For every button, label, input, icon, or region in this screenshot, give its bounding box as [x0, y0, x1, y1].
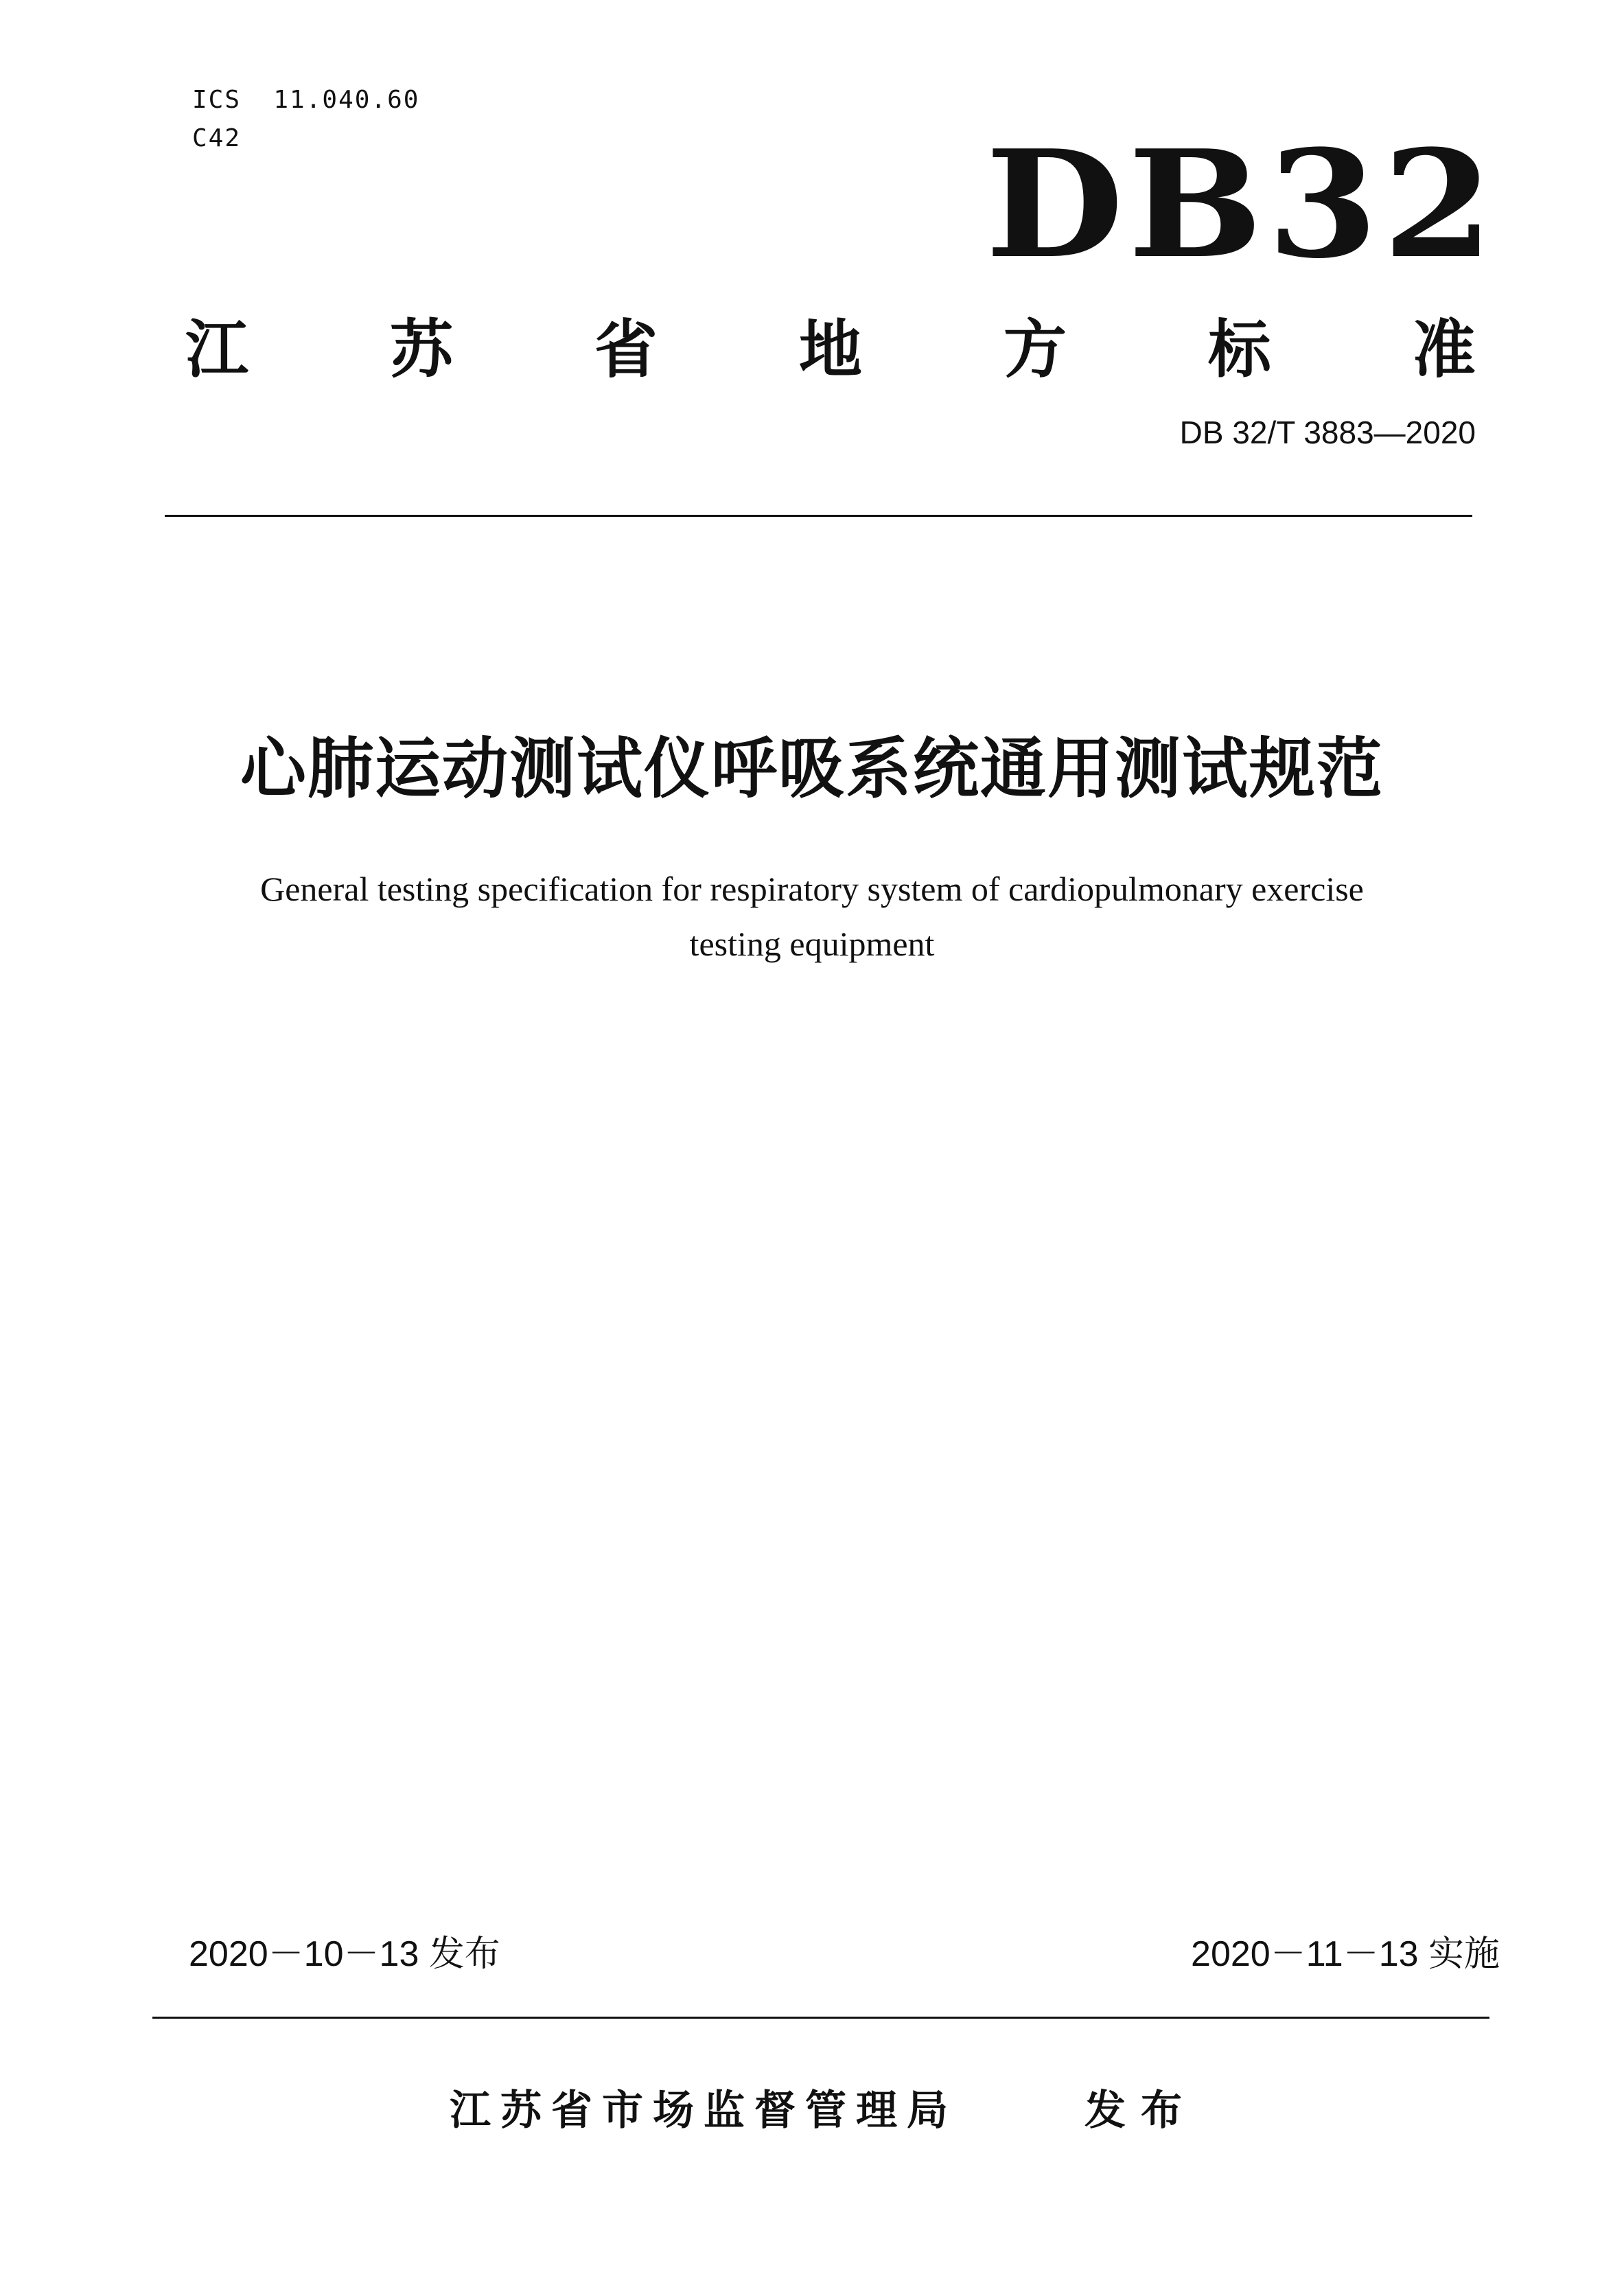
standard-type-char: 省 — [594, 313, 658, 386]
publish-label: 发布 — [1084, 2087, 1197, 2135]
english-title-line-2: testing equipment — [689, 925, 935, 963]
standard-type-char: 方 — [1003, 313, 1067, 386]
classification-codes — [192, 81, 419, 158]
standard-type-char: 苏 — [389, 313, 453, 386]
standard-logo: DB32 — [985, 117, 1498, 291]
standard-number: DB 32/T 3883—2020 — [1179, 415, 1476, 450]
standard-type-char: 地 — [798, 313, 862, 386]
standard-type-char: 标 — [1207, 313, 1271, 386]
standard-type — [185, 309, 1476, 391]
header-divider — [165, 515, 1472, 517]
implementation-date: 2020－11－13 实施 — [1191, 1934, 1500, 1974]
issue-date: 2020－10－13 发布 — [189, 1934, 500, 1974]
english-title-line-1: General testing specification for respiratory system of cardiopulmonary exercise — [260, 870, 1364, 908]
ics-code: ICS 11.040.60 — [192, 86, 420, 114]
standard-type-char: 准 — [1412, 313, 1476, 386]
footer-divider — [152, 2017, 1489, 2019]
ccs-code: C42 — [192, 124, 242, 152]
document-title-english — [137, 861, 1487, 971]
publisher-name: 江苏省市场监督管理局 — [450, 2087, 958, 2135]
document-title-chinese: 心肺运动测试仪呼吸系统通用测试规范 — [240, 730, 1384, 807]
standard-type-char: 江 — [185, 313, 249, 386]
